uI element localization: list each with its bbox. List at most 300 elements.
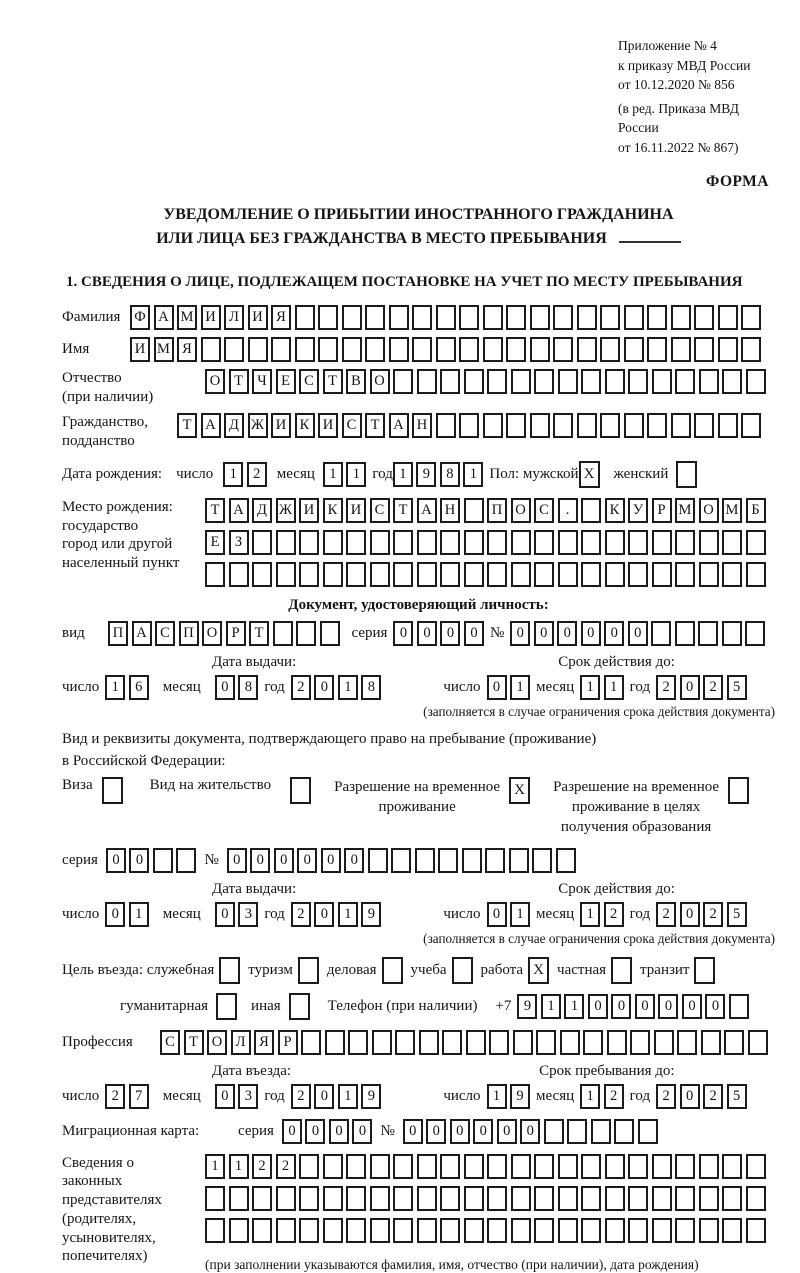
purpose-official-checkbox[interactable] [219,957,240,984]
profession-cell[interactable] [348,1030,368,1055]
representative-cell[interactable] [699,1218,719,1243]
representative-cell[interactable] [417,1154,437,1179]
birth-place-cell[interactable] [276,562,296,587]
representative-cell[interactable] [299,1186,319,1211]
doc-issue-year-cell[interactable]: 1 [338,675,358,700]
surname-cell[interactable] [694,305,714,330]
representative-cell[interactable] [534,1186,554,1211]
representative-cell[interactable] [534,1218,554,1243]
representative-cell[interactable] [628,1186,648,1211]
permit-number-cell[interactable]: 0 [321,848,341,873]
representative-cell[interactable] [464,1218,484,1243]
birth-place-cell[interactable] [699,562,719,587]
migration-number-cell[interactable] [591,1119,611,1144]
birth-place-cell[interactable] [252,562,272,587]
birth-place-cell[interactable] [511,530,531,555]
citizenship-cell[interactable] [459,413,479,438]
doc-kind-cell[interactable] [320,621,340,646]
birth-place-cell[interactable] [205,562,225,587]
permit-issue-day-cell[interactable]: 0 [105,902,125,927]
doc-valid-day-cell[interactable]: 1 [510,675,530,700]
representative-cell[interactable] [746,1154,766,1179]
profession-cell[interactable]: Л [231,1030,251,1055]
permit-number-cell[interactable] [368,848,388,873]
entry-year-cell[interactable]: 9 [361,1084,381,1109]
birth-place-cell[interactable] [464,530,484,555]
birth-place-cell[interactable]: А [229,498,249,523]
birth-place-cell[interactable] [417,530,437,555]
profession-cell[interactable] [489,1030,509,1055]
surname-cell[interactable] [412,305,432,330]
profession-cell[interactable] [583,1030,603,1055]
doc-kind-cell[interactable]: Т [249,621,269,646]
doc-valid-year-cell[interactable]: 2 [703,675,723,700]
birth-place-cell[interactable] [323,530,343,555]
name-cell[interactable] [248,337,268,362]
permit-number-cell[interactable]: 0 [227,848,247,873]
stay-month-cell[interactable]: 2 [604,1084,624,1109]
permit-number-cell[interactable] [438,848,458,873]
sex-male-checkbox[interactable]: X [579,461,600,488]
entry-year-cell[interactable]: 2 [291,1084,311,1109]
representative-cell[interactable] [323,1218,343,1243]
entry-month-cell[interactable]: 3 [238,1084,258,1109]
birth-place-cell[interactable] [652,530,672,555]
patronymic-cell[interactable] [581,369,601,394]
representative-cell[interactable] [393,1154,413,1179]
phone-cell[interactable]: 0 [611,994,631,1019]
permit-number-cell[interactable] [532,848,552,873]
permit-number-cell[interactable] [556,848,576,873]
surname-cell[interactable]: Я [271,305,291,330]
doc-valid-year-cell[interactable]: 2 [656,675,676,700]
surname-cell[interactable] [295,305,315,330]
representative-cell[interactable] [393,1186,413,1211]
birth-place-cell[interactable] [323,562,343,587]
permit-number-cell[interactable] [485,848,505,873]
birth-place-cell[interactable] [393,530,413,555]
permit-valid-year-cell[interactable]: 0 [680,902,700,927]
citizenship-cell[interactable] [671,413,691,438]
permit-issue-year-cell[interactable]: 2 [291,902,311,927]
surname-cell[interactable] [741,305,761,330]
representative-cell[interactable] [252,1218,272,1243]
doc-issue-month-cell[interactable]: 0 [215,675,235,700]
surname-cell[interactable] [389,305,409,330]
permit-number-cell[interactable]: 0 [344,848,364,873]
patronymic-cell[interactable] [511,369,531,394]
citizenship-cell[interactable] [718,413,738,438]
doc-kind-cell[interactable]: С [155,621,175,646]
representative-cell[interactable] [581,1218,601,1243]
representative-cell[interactable] [511,1154,531,1179]
permit-issue-month-cell[interactable]: 0 [215,902,235,927]
citizenship-cell[interactable]: К [295,413,315,438]
stay-month-cell[interactable]: 1 [580,1084,600,1109]
patronymic-cell[interactable]: О [370,369,390,394]
profession-cell[interactable] [536,1030,556,1055]
birth-place-cell[interactable]: К [323,498,343,523]
permit-number-cell[interactable]: 0 [274,848,294,873]
representative-cell[interactable] [276,1186,296,1211]
birth-place-cell[interactable] [722,530,742,555]
entry-year-cell[interactable]: 0 [314,1084,334,1109]
birth-place-cell[interactable] [487,562,507,587]
surname-cell[interactable] [365,305,385,330]
doc-series-cell[interactable]: 0 [393,621,413,646]
representative-cell[interactable] [675,1186,695,1211]
representative-cell[interactable] [346,1186,366,1211]
citizenship-cell[interactable] [647,413,667,438]
profession-cell[interactable]: Р [278,1030,298,1055]
surname-cell[interactable]: М [177,305,197,330]
birth-day-cell[interactable]: 1 [223,462,243,487]
purpose-tourism-checkbox[interactable] [298,957,319,984]
surname-cell[interactable] [318,305,338,330]
temp-permit-checkbox[interactable]: X [509,777,530,804]
surname-cell[interactable]: И [248,305,268,330]
representative-cell[interactable] [487,1154,507,1179]
representative-cell[interactable] [299,1154,319,1179]
profession-cell[interactable] [607,1030,627,1055]
surname-cell[interactable] [530,305,550,330]
profession-cell[interactable] [748,1030,768,1055]
patronymic-cell[interactable] [722,369,742,394]
doc-number-cell[interactable] [745,621,765,646]
surname-cell[interactable] [671,305,691,330]
name-cell[interactable] [671,337,691,362]
representative-cell[interactable] [628,1154,648,1179]
name-cell[interactable] [342,337,362,362]
migration-number-cell[interactable]: 0 [520,1119,540,1144]
doc-series-cell[interactable]: 0 [417,621,437,646]
permit-number-cell[interactable] [509,848,529,873]
doc-kind-cell[interactable] [296,621,316,646]
profession-cell[interactable] [372,1030,392,1055]
citizenship-cell[interactable] [741,413,761,438]
profession-cell[interactable] [442,1030,462,1055]
representative-cell[interactable] [393,1218,413,1243]
permit-issue-month-cell[interactable]: 3 [238,902,258,927]
citizenship-cell[interactable]: И [271,413,291,438]
patronymic-cell[interactable] [440,369,460,394]
surname-cell[interactable] [624,305,644,330]
doc-number-cell[interactable]: 0 [604,621,624,646]
entry-year-cell[interactable]: 1 [338,1084,358,1109]
patronymic-cell[interactable]: О [205,369,225,394]
birth-place-cell[interactable] [675,562,695,587]
birth-place-cell[interactable]: Ж [276,498,296,523]
citizenship-cell[interactable]: И [318,413,338,438]
birth-place-cell[interactable]: П [487,498,507,523]
surname-cell[interactable]: Ф [130,305,150,330]
birth-place-cell[interactable]: Е [205,530,225,555]
patronymic-cell[interactable] [675,369,695,394]
purpose-humanitarian-checkbox[interactable] [216,993,237,1020]
entry-day-cell[interactable]: 2 [105,1084,125,1109]
doc-number-cell[interactable] [651,621,671,646]
representative-cell[interactable] [370,1218,390,1243]
birth-place-cell[interactable] [558,530,578,555]
surname-cell[interactable] [600,305,620,330]
permit-number-cell[interactable]: 0 [297,848,317,873]
citizenship-cell[interactable]: Т [177,413,197,438]
citizenship-cell[interactable]: Ж [248,413,268,438]
profession-cell[interactable] [301,1030,321,1055]
migration-number-cell[interactable]: 0 [403,1119,423,1144]
phone-cell[interactable]: 0 [682,994,702,1019]
birth-year-cell[interactable]: 1 [393,462,413,487]
name-cell[interactable] [436,337,456,362]
stay-year-cell[interactable]: 0 [680,1084,700,1109]
name-cell[interactable] [647,337,667,362]
citizenship-cell[interactable]: Т [365,413,385,438]
birth-place-cell[interactable]: К [605,498,625,523]
representative-cell[interactable] [252,1186,272,1211]
profession-cell[interactable] [395,1030,415,1055]
phone-cell[interactable]: 0 [635,994,655,1019]
patronymic-cell[interactable] [464,369,484,394]
purpose-transit-checkbox[interactable] [694,957,715,984]
representative-cell[interactable] [487,1218,507,1243]
representative-cell[interactable] [581,1154,601,1179]
surname-cell[interactable]: А [154,305,174,330]
birth-place-cell[interactable]: А [417,498,437,523]
citizenship-cell[interactable] [577,413,597,438]
birth-place-cell[interactable]: Б [746,498,766,523]
doc-number-cell[interactable]: 0 [534,621,554,646]
birth-place-cell[interactable]: И [299,498,319,523]
birth-place-cell[interactable] [487,530,507,555]
patronymic-cell[interactable] [417,369,437,394]
name-cell[interactable] [365,337,385,362]
birth-place-cell[interactable]: . [558,498,578,523]
birth-place-cell[interactable] [393,562,413,587]
patronymic-cell[interactable] [558,369,578,394]
birth-place-cell[interactable] [417,562,437,587]
representative-cell[interactable]: 2 [252,1154,272,1179]
representative-cell[interactable] [605,1154,625,1179]
patronymic-cell[interactable]: Т [323,369,343,394]
birth-place-cell[interactable] [581,498,601,523]
representative-cell[interactable] [205,1218,225,1243]
name-cell[interactable] [459,337,479,362]
name-cell[interactable] [224,337,244,362]
birth-place-cell[interactable] [628,530,648,555]
permit-valid-year-cell[interactable]: 2 [703,902,723,927]
representative-cell[interactable] [487,1186,507,1211]
birth-place-cell[interactable]: М [722,498,742,523]
doc-issue-year-cell[interactable]: 8 [361,675,381,700]
representative-cell[interactable] [464,1186,484,1211]
birth-place-cell[interactable] [581,562,601,587]
doc-valid-month-cell[interactable]: 1 [604,675,624,700]
phone-cell[interactable]: 1 [541,994,561,1019]
permit-issue-year-cell[interactable]: 9 [361,902,381,927]
permit-issue-year-cell[interactable]: 0 [314,902,334,927]
surname-cell[interactable] [483,305,503,330]
representative-cell[interactable] [558,1186,578,1211]
permit-series-cell[interactable] [153,848,173,873]
representative-cell[interactable] [417,1186,437,1211]
patronymic-cell[interactable]: Е [276,369,296,394]
entry-month-cell[interactable]: 0 [215,1084,235,1109]
representative-cell[interactable]: 1 [205,1154,225,1179]
birth-place-cell[interactable]: З [229,530,249,555]
surname-cell[interactable]: И [201,305,221,330]
doc-kind-cell[interactable]: Р [226,621,246,646]
patronymic-cell[interactable]: С [299,369,319,394]
representative-cell[interactable] [699,1154,719,1179]
doc-valid-year-cell[interactable]: 5 [727,675,747,700]
permit-valid-day-cell[interactable]: 0 [487,902,507,927]
migration-series-cell[interactable]: 0 [305,1119,325,1144]
birth-place-cell[interactable] [464,498,484,523]
citizenship-cell[interactable]: А [389,413,409,438]
birth-place-cell[interactable]: Р [652,498,672,523]
representative-cell[interactable] [417,1218,437,1243]
representative-cell[interactable] [440,1186,460,1211]
name-cell[interactable] [389,337,409,362]
representative-cell[interactable] [511,1186,531,1211]
patronymic-cell[interactable] [746,369,766,394]
birth-place-cell[interactable] [511,562,531,587]
visa-checkbox[interactable] [102,777,123,804]
representative-cell[interactable] [722,1218,742,1243]
birth-place-cell[interactable] [252,530,272,555]
birth-place-cell[interactable] [746,530,766,555]
representative-cell[interactable]: 2 [276,1154,296,1179]
birth-place-cell[interactable]: Д [252,498,272,523]
birth-place-cell[interactable] [605,562,625,587]
birth-place-cell[interactable]: С [370,498,390,523]
permit-valid-year-cell[interactable]: 5 [727,902,747,927]
migration-number-cell[interactable] [544,1119,564,1144]
representative-cell[interactable] [346,1218,366,1243]
birth-place-cell[interactable]: Т [393,498,413,523]
representative-cell[interactable] [299,1218,319,1243]
stay-year-cell[interactable]: 2 [703,1084,723,1109]
migration-number-cell[interactable]: 0 [497,1119,517,1144]
phone-cell[interactable]: 0 [588,994,608,1019]
profession-cell[interactable]: Я [254,1030,274,1055]
birth-place-cell[interactable]: О [699,498,719,523]
doc-issue-year-cell[interactable]: 0 [314,675,334,700]
surname-cell[interactable] [553,305,573,330]
patronymic-cell[interactable]: Т [229,369,249,394]
representative-cell[interactable] [229,1186,249,1211]
representative-cell[interactable] [746,1218,766,1243]
doc-valid-month-cell[interactable]: 1 [580,675,600,700]
birth-place-cell[interactable] [464,562,484,587]
profession-cell[interactable] [701,1030,721,1055]
citizenship-cell[interactable] [694,413,714,438]
birth-place-cell[interactable]: И [346,498,366,523]
representative-cell[interactable] [370,1154,390,1179]
surname-cell[interactable] [506,305,526,330]
profession-cell[interactable]: Т [184,1030,204,1055]
phone-cell[interactable] [729,994,749,1019]
doc-number-cell[interactable]: 0 [510,621,530,646]
patronymic-cell[interactable] [628,369,648,394]
name-cell[interactable] [553,337,573,362]
name-cell[interactable] [741,337,761,362]
permit-issue-year-cell[interactable]: 1 [338,902,358,927]
representative-cell[interactable] [558,1218,578,1243]
representative-cell[interactable] [746,1186,766,1211]
residence-permit-checkbox[interactable] [290,777,311,804]
representative-cell[interactable] [323,1186,343,1211]
doc-number-cell[interactable]: 0 [581,621,601,646]
name-cell[interactable] [600,337,620,362]
permit-series-cell[interactable] [176,848,196,873]
permit-series-cell[interactable]: 0 [106,848,126,873]
permit-valid-month-cell[interactable]: 1 [580,902,600,927]
birth-place-cell[interactable] [346,562,366,587]
name-cell[interactable] [483,337,503,362]
representative-cell[interactable] [628,1218,648,1243]
migration-number-cell[interactable] [638,1119,658,1144]
birth-place-cell[interactable] [299,562,319,587]
phone-cell[interactable]: 0 [658,994,678,1019]
migration-series-cell[interactable]: 0 [329,1119,349,1144]
migration-number-cell[interactable] [614,1119,634,1144]
name-cell[interactable] [506,337,526,362]
surname-cell[interactable]: Л [224,305,244,330]
representative-cell[interactable] [464,1154,484,1179]
representative-cell[interactable] [652,1186,672,1211]
patronymic-cell[interactable] [393,369,413,394]
representative-cell[interactable] [346,1154,366,1179]
birth-place-cell[interactable]: Н [440,498,460,523]
name-cell[interactable] [530,337,550,362]
citizenship-cell[interactable]: Н [412,413,432,438]
permit-number-cell[interactable] [415,848,435,873]
birth-place-cell[interactable]: У [628,498,648,523]
purpose-study-checkbox[interactable] [452,957,473,984]
representative-cell[interactable] [605,1186,625,1211]
representative-cell[interactable] [675,1218,695,1243]
patronymic-cell[interactable] [699,369,719,394]
birth-place-cell[interactable] [440,562,460,587]
purpose-business-checkbox[interactable] [382,957,403,984]
name-cell[interactable] [201,337,221,362]
name-cell[interactable] [271,337,291,362]
doc-number-cell[interactable] [698,621,718,646]
surname-cell[interactable] [577,305,597,330]
permit-issue-day-cell[interactable]: 1 [129,902,149,927]
migration-number-cell[interactable] [567,1119,587,1144]
birth-place-cell[interactable]: С [534,498,554,523]
birth-place-cell[interactable] [605,530,625,555]
migration-number-cell[interactable]: 0 [450,1119,470,1144]
profession-cell[interactable] [325,1030,345,1055]
doc-valid-year-cell[interactable]: 0 [680,675,700,700]
representative-cell[interactable] [323,1154,343,1179]
phone-cell[interactable]: 9 [517,994,537,1019]
citizenship-cell[interactable] [530,413,550,438]
profession-cell[interactable] [654,1030,674,1055]
profession-cell[interactable] [513,1030,533,1055]
representative-cell[interactable]: 1 [229,1154,249,1179]
representative-cell[interactable] [652,1154,672,1179]
doc-series-cell[interactable]: 0 [440,621,460,646]
birth-place-cell[interactable] [722,562,742,587]
representative-cell[interactable] [276,1218,296,1243]
birth-month-cell[interactable]: 1 [323,462,343,487]
patronymic-cell[interactable]: Ч [252,369,272,394]
permit-valid-year-cell[interactable]: 2 [656,902,676,927]
